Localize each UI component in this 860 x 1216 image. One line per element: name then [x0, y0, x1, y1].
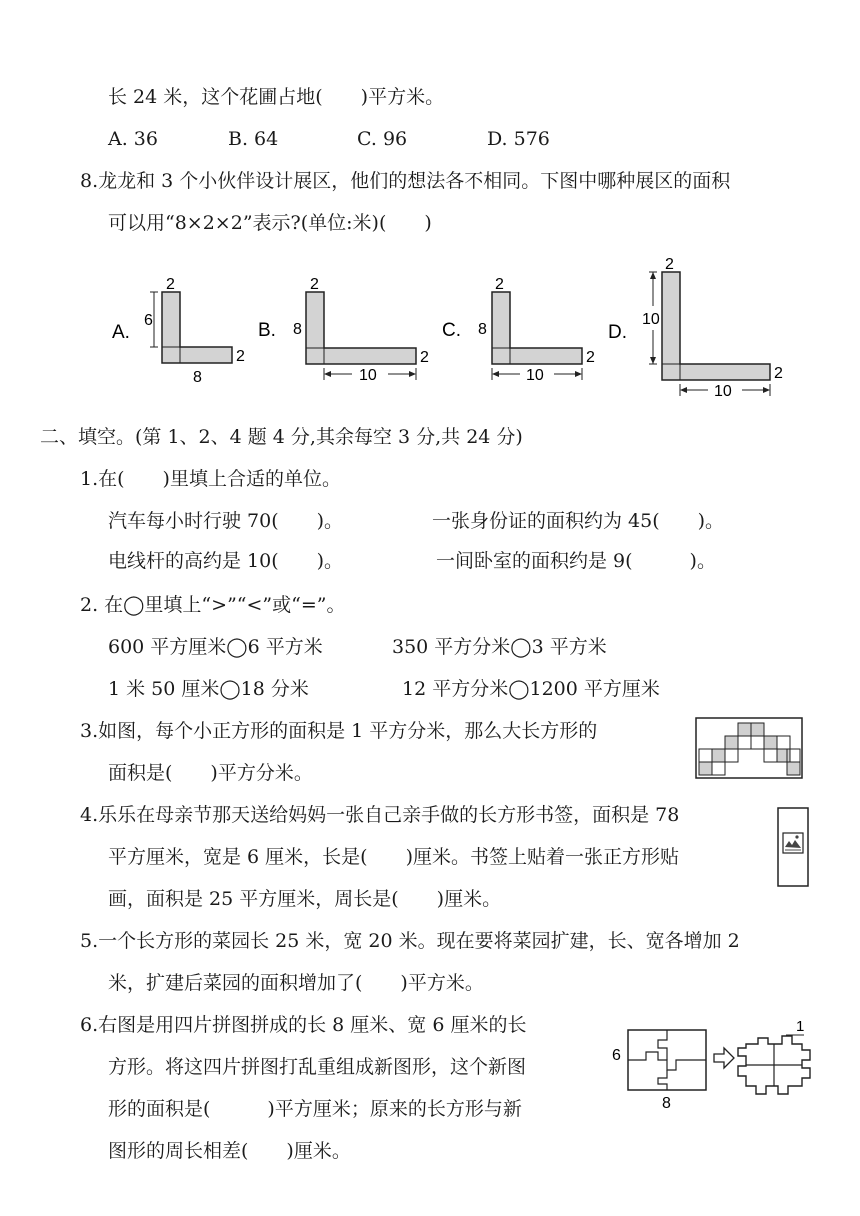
figure-d-height-label: 10 — [642, 311, 660, 328]
figure-d-right-label: 2 — [774, 365, 783, 382]
figure-a-right-label: 2 — [236, 348, 245, 365]
q8-line2: 可以用“8×2×2”表示?(单位:米)( ) — [108, 212, 432, 234]
q5-line2: 米，扩建后菜园的面积增加了( )平方米。 — [108, 972, 484, 994]
q1-item-a: 汽车每小时行驶 70( )。 — [108, 510, 344, 532]
q3-line2: 面积是( )平方分米。 — [108, 762, 313, 784]
figure-b-right-label: 2 — [420, 349, 429, 366]
puzzle-length-label: 8 — [662, 1095, 671, 1112]
q1-item-b: 一张身份证的面积约为 45( )。 — [432, 510, 725, 532]
q2-stem: 2. 在◯里填上“>”“<”或“=”。 — [80, 594, 346, 616]
q7-option-c: C. 96 — [357, 128, 408, 150]
bookmark-figure — [776, 806, 810, 888]
figure-d — [606, 254, 796, 406]
q1-stem: 1.在( )里填上合适的单位。 — [80, 468, 341, 490]
q1-item-d: 一间卧室的面积约是 9( )。 — [436, 550, 716, 572]
q8-line1: 8.龙龙和 3 个小伙伴设计展区，他们的想法各不相同。下图中哪种展区的面积 — [80, 170, 731, 192]
q2-item-a: 600 平方厘米◯6 平方米 — [108, 636, 323, 658]
q4-line3: 画，面积是 25 平方厘米，周长是( )厘米。 — [108, 888, 502, 910]
q1-item-c: 电线杆的高约是 10( )。 — [108, 550, 344, 572]
puzzle-width-label: 6 — [612, 1047, 621, 1064]
section-heading: 二、填空。(第 1、2、4 题 4 分,其余每空 3 分,共 24 分) — [40, 426, 523, 448]
q7-option-d: D. 576 — [487, 128, 550, 150]
q4-line1: 4.乐乐在母亲节那天送给妈妈一张自己亲手做的长方形书签，面积是 78 — [80, 804, 680, 826]
q7-line: 长 24 米，这个花圃占地( )平方米。 — [108, 86, 445, 108]
figure-a — [110, 274, 250, 386]
figure-a-top-label: 2 — [166, 276, 175, 293]
figure-b-height-label: 8 — [293, 321, 302, 338]
q7-option-b: B. 64 — [228, 128, 279, 150]
q6-line1: 6.右图是用四片拼图拼成的长 8 厘米、宽 6 厘米的长 — [80, 1014, 527, 1036]
figure-a-height-label: 6 — [144, 312, 153, 329]
figure-d-top-label: 2 — [665, 256, 674, 273]
puzzle-tab-label: 1 — [796, 1018, 805, 1035]
figure-b — [256, 274, 436, 386]
q7-option-a: A. 36 — [108, 128, 158, 150]
q6-line4: 图形的周长相差( )厘米。 — [108, 1140, 351, 1162]
figure-b-letter: B. — [258, 320, 276, 341]
q2-item-c: 1 米 50 厘米◯18 分米 — [108, 678, 309, 700]
q4-line2: 平方厘米，宽是 6 厘米，长是( )厘米。书签上贴着一张正方形贴 — [108, 846, 679, 868]
figure-a-letter: A. — [112, 322, 130, 343]
figure-c-height-label: 8 — [478, 321, 487, 338]
q6-line2: 方形。将这四片拼图打乱重组成新图形，这个新图 — [108, 1056, 527, 1078]
figure-c-top-label: 2 — [495, 276, 504, 293]
figure-d-bottom-label: 10 — [714, 383, 732, 400]
figure-b-bottom-label: 10 — [359, 367, 377, 384]
q6-line3: 形的面积是( )平方厘米；原来的长方形与新 — [108, 1098, 522, 1120]
figure-c-letter: C. — [442, 320, 461, 341]
q5-line1: 5.一个长方形的菜园长 25 米，宽 20 米。现在要将菜园扩建，长、宽各增加 2 — [80, 930, 740, 952]
grid-figure — [694, 716, 806, 782]
figure-b-top-label: 2 — [310, 276, 319, 293]
puzzle-figure — [606, 1018, 832, 1114]
q3-line1: 3.如图，每个小正方形的面积是 1 平方分米，那么大长方形的 — [80, 720, 598, 742]
figure-c — [440, 274, 610, 386]
figure-c-right-label: 2 — [586, 349, 595, 366]
q2-item-b: 350 平方分米◯3 平方米 — [392, 636, 607, 658]
figure-d-letter: D. — [608, 322, 627, 343]
q2-item-d: 12 平方分米◯1200 平方厘米 — [402, 678, 660, 700]
figure-a-bottom-label: 8 — [193, 369, 202, 386]
figure-c-bottom-label: 10 — [526, 367, 544, 384]
